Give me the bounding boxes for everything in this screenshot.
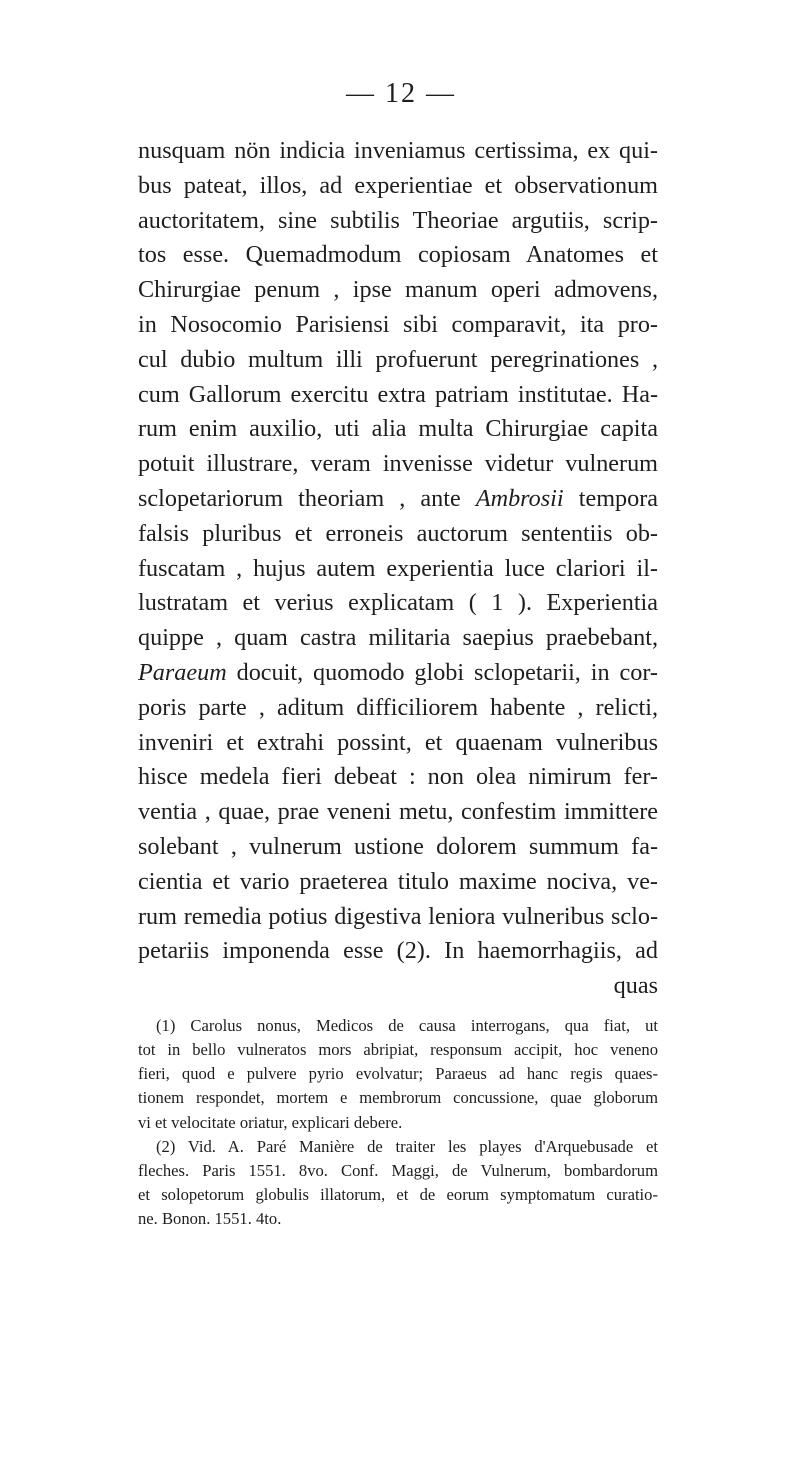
footnote-1 <box>138 1014 658 1135</box>
text-line: hisce medela fieri debeat : non olea nimirum fer- <box>138 763 658 791</box>
text-line: auctoritatem, sine subtilis Theoriae argutiis, scrip- <box>138 206 658 234</box>
main-text <box>138 134 658 1004</box>
footnote-2 <box>138 1135 658 1232</box>
text-segment: docuit, quomodo globi sclopetarii, in cor- <box>226 658 658 686</box>
text-line: inveniri et extrahi possint, et quaenam vulneribus <box>138 728 658 756</box>
italic-name-ambrosii: Ambrosii <box>475 484 564 512</box>
text-line: cul dubio multum illi profuerunt peregrinationes , <box>138 345 658 373</box>
footnote-line: fieri, quod e pulvere pyrio evolvatur; Paraeus ad hanc regis quaes- <box>138 1064 658 1084</box>
footnotes <box>138 1014 658 1232</box>
text-line: petariis imponenda esse (2). In haemorrhagiis, ad <box>138 937 658 965</box>
text-line: fuscatam , hujus autem experientia luce clariori il- <box>138 554 658 582</box>
footnote-line: tionem respondet, mortem e membrorum concussione, quae globorum <box>138 1088 658 1108</box>
text-line: solebant , vulnerum ustione dolorem summum fa- <box>138 832 658 860</box>
text-line: potuit illustrare, veram invenisse videtur vulnerum <box>138 450 658 478</box>
text-line: nusquam nön indicia inveniamus certissima, ex qui- <box>138 137 658 164</box>
text-line: cum Gallorum exercitu extra patriam institutae. Ha- <box>138 380 658 408</box>
text-segment: tempora <box>563 484 658 512</box>
book-page <box>138 78 658 1232</box>
footnote-line: ne. Bonon. 1551. 4to. <box>138 1209 282 1229</box>
footnote-line: et solopetorum globulis illatorum, et de eorum symptomatum curatio- <box>138 1185 658 1205</box>
text-line: falsis pluribus et erroneis auctorum sententiis ob- <box>138 519 658 547</box>
text-line-paraeum <box>138 656 658 691</box>
text-segment: sclopetariorum theoriam , ante <box>138 484 476 512</box>
text-line: rum enim auxilio, uti alia multa Chirurgiae capita <box>138 415 658 443</box>
text-line: tos esse. Quemadmodum copiosam Anatomes et <box>138 241 658 269</box>
text-line: ventia , quae, prae veneni metu, confestim immittere <box>138 798 658 826</box>
footnote-line: (2) Vid. A. Paré Manière de traiter les playes d'Arquebusade et <box>156 1136 658 1156</box>
footnote-line: tot in bello vulneratos mors abripiat, responsum accipit, hoc veneno <box>138 1040 658 1060</box>
text-line: rum remedia potius digestiva leniora vulneribus sclo- <box>138 902 658 930</box>
footnote-line: vi et velocitate oriatur, explicari debere. <box>138 1112 403 1132</box>
text-line: poris parte , aditum difficiliorem habente , relicti, <box>138 693 658 721</box>
footnote-line: fleches. Paris 1551. 8vo. Conf. Maggi, de Vulnerum, bombardorum <box>138 1161 658 1181</box>
page-number-header: — 12 — <box>346 78 456 109</box>
text-line: cientia et vario praeterea titulo maxime nociva, ve- <box>138 867 658 895</box>
text-line: in Nosocomio Parisiensi sibi comparavit, ita pro- <box>138 310 658 338</box>
text-line: Chirurgiae penum , ipse manum operi admovens, <box>138 276 658 304</box>
text-line: bus pateat, illos, ad experientiae et observationum <box>138 171 658 199</box>
catchword: quas <box>613 972 658 1000</box>
italic-name-paraeum: Paraeum <box>138 658 227 686</box>
text-line: lustratam et verius explicatam ( 1 ). Experientia <box>138 589 658 617</box>
text-line: quippe , quam castra militaria saepius praebebant, <box>138 624 658 652</box>
footnote-line: (1) Carolus nonus, Medicos de causa interrogans, qua fiat, ut <box>156 1015 658 1035</box>
text-line-ambrosii <box>138 482 658 517</box>
